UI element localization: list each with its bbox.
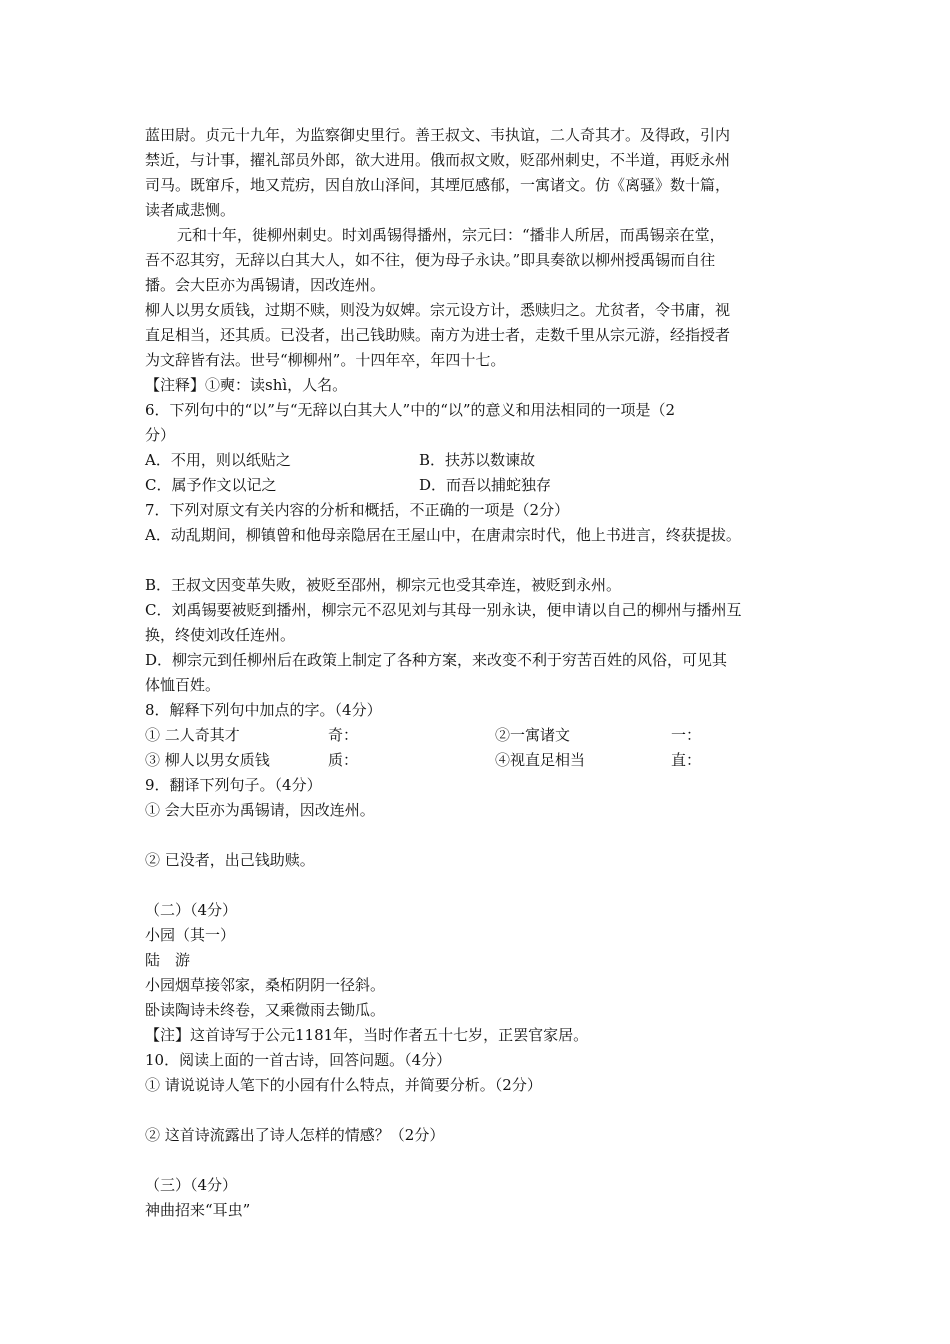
option-d-continued: 体恤百姓。 (145, 676, 221, 694)
document-page (145, 123, 825, 1223)
q8-item-1: ① 二人奇其才 (145, 726, 240, 744)
section-two (145, 898, 825, 1173)
q8-item-1-answer: 奇： (328, 726, 359, 744)
q8-item-2: ②一寓诸文 (495, 726, 571, 744)
section-heading: （二）（4分） (145, 901, 238, 919)
passage-line: 元和十年，徙柳州刺史。时刘禹锡得播州，宗元曰：“播非人所居，而禹锡亲在堂， (177, 226, 725, 244)
passage-paragraph-1 (145, 123, 825, 223)
option-b: B．王叔文因变革失败，被贬至邵州，柳宗元也受其牵连，被贬到永州。 (145, 576, 622, 594)
question-stem: 9．翻译下列句子。（4分） (145, 776, 322, 794)
question-9 (145, 773, 825, 898)
option-row (145, 448, 825, 473)
q8-item-row (145, 723, 825, 748)
option-row (145, 473, 825, 498)
annotation-note: 【注释】①奭：读shì，人名。 (145, 376, 348, 394)
option-d: D．柳宗元到任柳州后在政策上制定了各种方案，来改变不利于穷苦百姓的风俗，可见其 (145, 651, 728, 669)
passage-paragraph-3 (145, 298, 825, 373)
blank-line (145, 548, 825, 573)
option-c: C．属予作文以记之 (145, 476, 277, 494)
question-7 (145, 498, 825, 698)
question-stem: 7．下列对原文有关内容的分析和概括，不正确的一项是（2分） (145, 501, 570, 519)
option-c-continued: 换，终使刘改任连州。 (145, 626, 296, 644)
q8-item-4-answer: 直： (671, 751, 702, 769)
question-stem: 10．阅读上面的一首古诗，回答问题。（4分） (145, 1051, 452, 1069)
passage-line: 直足相当，还其质。已没者，出己钱助赎。南方为进士者，走数千里从宗元游，经指授者 (145, 326, 731, 344)
passage-line: 禁近，与计事，擢礼部员外郎，欲大进用。俄而叔文败，贬邵州刺史，不半道，再贬永州 (145, 151, 731, 169)
question-8 (145, 698, 825, 773)
question-stem-continued: 分） (145, 426, 176, 444)
poem-line: 卧读陶诗未终卷，又乘微雨去锄瓜。 (145, 1001, 386, 1019)
sub-question-1: ① 请说说诗人笔下的小园有什么特点，并简要分析。（2分） (145, 1076, 542, 1094)
option-a: A．不用，则以纸贴之 (145, 451, 291, 469)
q8-item-3: ③ 柳人以男女质钱 (145, 751, 270, 769)
option-c: C．刘禹锡要被贬到播州，柳宗元不忍见刘与其母一别永诀，便申请以自己的柳州与播州互 (145, 601, 742, 619)
q8-item-2-answer: 一： (671, 726, 702, 744)
section-heading: （三）（4分） (145, 1176, 238, 1194)
blank-line (145, 1098, 825, 1123)
question-stem: 8．解释下列句中加点的字。（4分） (145, 701, 382, 719)
passage-line: 吾不忍其穷，无辞以白其大人，如不往，便为母子永诀。”即具奏欲以柳州授禹锡而自往 (145, 251, 716, 269)
blank-line (145, 873, 825, 898)
passage-line: 播。会大臣亦为禹锡请，因改连州。 (145, 276, 386, 294)
poem-title: 小园（其一） (145, 926, 236, 944)
q8-item-row (145, 748, 825, 773)
option-d: D．而吾以捕蛇独存 (419, 476, 552, 494)
poem-author: 陆 游 (145, 951, 191, 969)
translate-sentence-1: ① 会大臣亦为禹锡请，因改连州。 (145, 801, 375, 819)
option-b: B．扶苏以数谏故 (419, 451, 536, 469)
poem-note: 【注】这首诗写于公元1181年，当时作者五十七岁，正罢官家居。 (145, 1026, 589, 1044)
passage-line: 司马。既窜斥，地又荒疠，因自放山泽间，其堙厄感郁，一寓诸文。仿《离骚》数十篇， (145, 176, 731, 194)
question-6 (145, 398, 825, 498)
option-a: A．动乱期间，柳镇曾和他母亲隐居在王屋山中，在唐肃宗时代，他上书进言，终获提拔。 (145, 526, 741, 544)
passage-line: 蓝田尉。贞元十九年，为监察御史里行。善王叔文、韦执谊，二人奇其才。及得政，引内 (145, 126, 731, 144)
blank-line (145, 1148, 825, 1173)
translate-sentence-2: ② 已没者，出己钱助赎。 (145, 851, 315, 869)
blank-line (145, 823, 825, 848)
passage-line: 柳人以男女质钱，过期不赎，则没为奴婢。宗元设方计，悉赎归之。尤贫者，令书庸，视 (145, 301, 731, 319)
question-stem: 6．下列句中的“以”与“无辞以白其大人”中的“以”的意义和用法相同的一项是（2 (145, 401, 676, 419)
sub-question-2: ② 这首诗流露出了诗人怎样的情感？（2分） (145, 1126, 445, 1144)
passage-line: 读者咸悲恻。 (145, 201, 236, 219)
section-three (145, 1173, 825, 1223)
poem-line: 小园烟草接邻家，桑柘阴阴一径斜。 (145, 976, 386, 994)
q8-item-3-answer: 质： (328, 751, 359, 769)
passage-line: 为文辞皆有法。世号“柳柳州”。十四年卒，年四十七。 (145, 351, 506, 369)
article-title: 神曲招来“耳虫” (145, 1201, 251, 1219)
q8-item-4: ④视直足相当 (495, 751, 586, 769)
passage-paragraph-2 (145, 223, 825, 298)
